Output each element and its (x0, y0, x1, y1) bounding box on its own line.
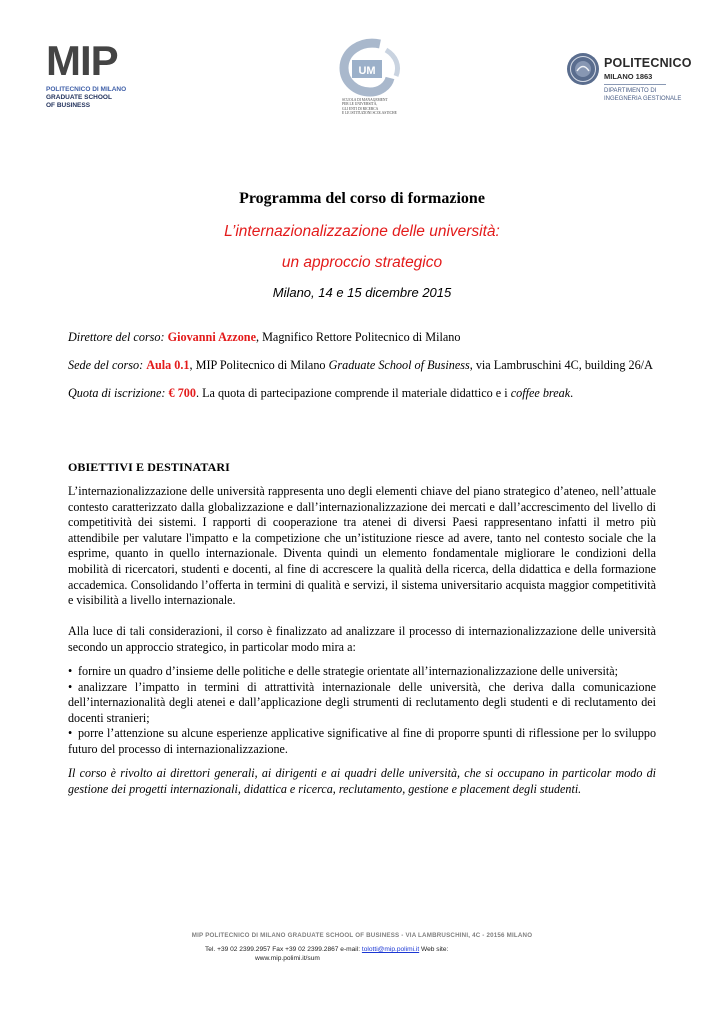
bullet-icon: • (68, 664, 73, 678)
website-text: www.mip.polimi.it/sum (255, 954, 320, 962)
email-link[interactable]: tolotti@mip.polimi.it (361, 946, 420, 953)
director-name: Giovanni Azzone (167, 330, 256, 344)
venue-room: Aula 0.1 (146, 358, 190, 372)
polimi-year: MILANO 1863 (604, 72, 653, 81)
course-venue: Sede del corso: Aula 0.1, MIP Politecnico di Milano Graduate School of Business, via Lambruschini 4C, building 26/A (68, 358, 653, 372)
polimi-divider (604, 84, 666, 85)
course-title-line2: un approccio strategico (281, 254, 443, 271)
mip-wordmark: MIP (46, 37, 118, 84)
bullet-icon: • (68, 726, 73, 741)
page-title: Programma del corso di formazione (239, 190, 485, 207)
polimi-title: POLITECNICO (604, 56, 692, 70)
polimi-seal-icon (566, 52, 600, 86)
mip-subtitle: POLITECNICO DI MILANO GRADUATE SCHOOL OF BUSINESS (46, 86, 127, 109)
list-item: • porre l’attenzione su alcune esperienze applicative significative al fine di proporre spunti di riflessione per lo sviluppo futuro del processo di internazionalizzazione. (68, 726, 656, 756)
paragraph-intro: L’internazionalizzazione delle università rappresenta uno degli elementi chiave del piano strategico d’ateneo, nell’attuale contesto caratterizzato dalla globalizzazione e dall’internazionalizzazione dei mercati e dall’accrescimento del livello di competitività dei sistemi. I rapporti di cooperazione tra atenei di diversi Paesi rappresentano infatti il metro più attendibile per valutare l'impatto e la competizione che un’istituzione riesce ad avere, tanto nel contesto sociale che la esprime, quanto in quello internazionale. Diventa quindi un elemento fondamentale migliorare le condizioni della mobilità di ricercatori, studenti e docenti, al fine di accrescere la qualità della ricerca, della didattica e della formazione accademica. Consolidando l’offerta in termini di qualità e servizi, il sistema universitario acquista maggior competitività e visibilità a livello internazionale. (68, 484, 656, 608)
footer-contacts: Tel. +39 02 2399.2957 Fax +39 02 2399.2867 e-mail: tolotti@mip.polimi.it Web site: www.mip.polimi.it/sum (205, 946, 449, 962)
section-heading: OBIETTIVI E DESTINATARI (68, 460, 230, 474)
sum-mark-text: UM (358, 65, 376, 77)
polimi-logo (566, 52, 706, 112)
sum-logo (330, 38, 410, 120)
course-title-line1: L’internazionalizzazione delle università: (224, 223, 500, 240)
objectives-list (68, 664, 656, 758)
paragraph-audience: Il corso è rivolto ai direttori generali, ai dirigenti e ai quadri delle università, che si occupano in particolar modo di gestione dei progetti internazionali, didattica e ricerca, reclutamento, gestione e placement degli studenti. (68, 766, 656, 796)
bullet-icon: • (68, 679, 73, 694)
sum-emblem-icon (330, 38, 410, 98)
polimi-department: DIPARTIMENTO DI INGEGNERIA GESTIONALE (604, 88, 682, 102)
list-item: • fornire un quadro d’insieme delle politiche e delle strategie orientate all’internazionalizzazione delle università; (68, 664, 618, 678)
fee-amount: € 700 (168, 386, 196, 400)
footer-address: MIP POLITECNICO DI MILANO GRADUATE SCHOOL OF BUSINESS - VIA LAMBRUSCHINI, 4C - 20156 MILANO (191, 932, 533, 939)
course-fee: Quota di iscrizione: € 700. La quota di partecipazione comprende il materiale didattico e i coffee break. (68, 386, 574, 400)
place-date: Milano, 14 e 15 dicembre 2015 (272, 285, 452, 300)
sum-caption: SCUOLA DI MANAGEMENT PER LE UNIVERSITÀ, GLI ENTI DI RICERCA E LE ISTITUZIONI SCOLASTICHE (342, 98, 397, 116)
paragraph-aims: Alla luce di tali considerazioni, il corso è finalizzato ad analizzare il processo di internazionalizzazione delle università secondo un approccio strategico, in particolar modo mira a: (68, 624, 656, 654)
list-item: • analizzare l’impatto in termini di attrattività internazionale delle università, che deriva dalla comunicazione dell’internazionalità degli atenei e dall’applicazione degli strumenti di reclutamento degli studenti e di reclutamento dei docenti stranieri; (68, 679, 656, 725)
course-director: Direttore del corso: Giovanni Azzone, Magnifico Rettore Politecnico di Milano (68, 330, 461, 344)
mip-logo (46, 37, 166, 115)
